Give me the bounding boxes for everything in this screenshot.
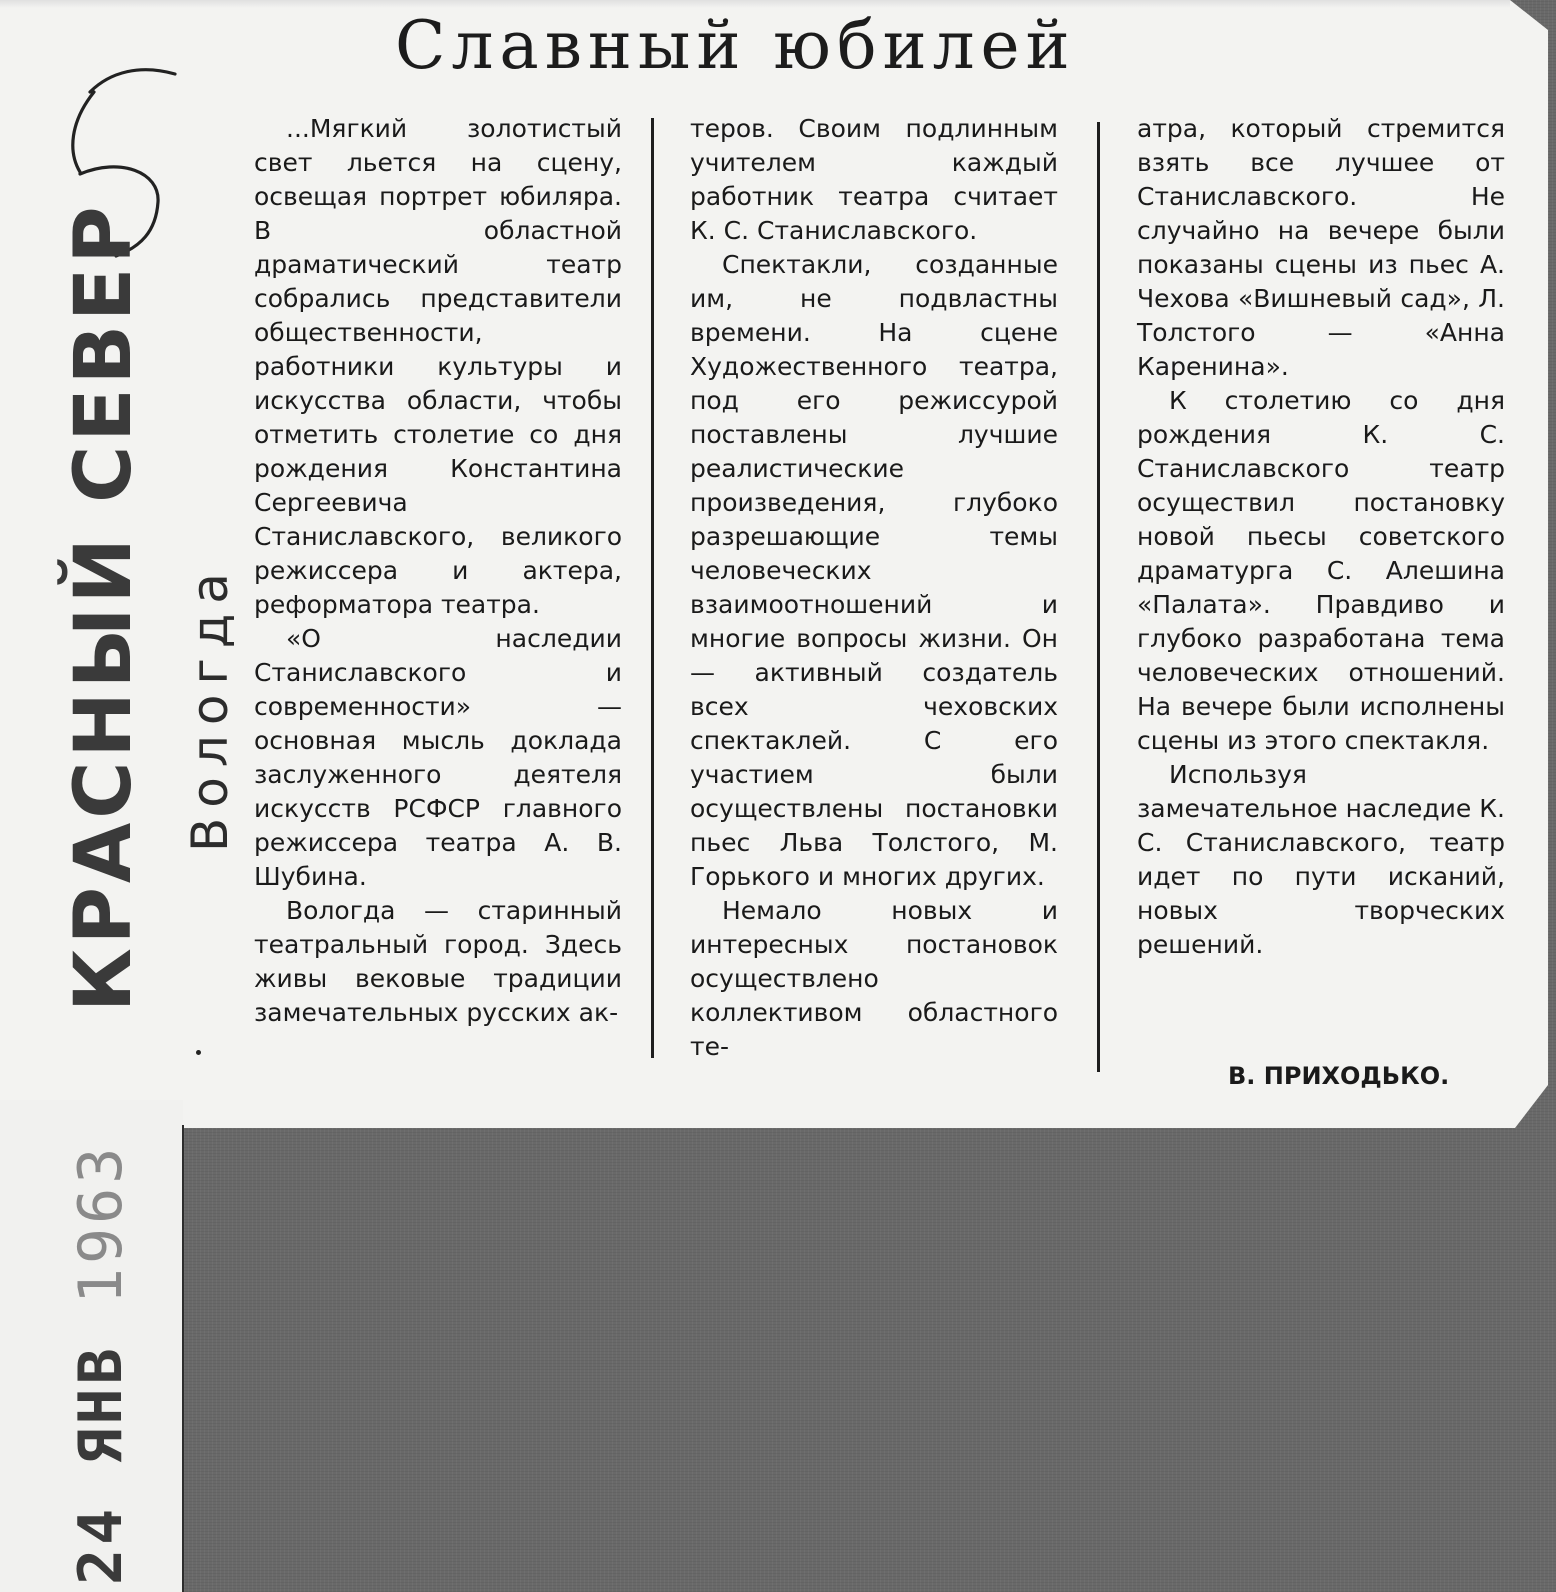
author-signature: В. ПРИХОДЬКО. xyxy=(1228,1062,1450,1090)
paragraph: Вологда — старинный театральный город. Здесь живы вековые традиции замечательных русских ак- xyxy=(254,896,622,1027)
article-headline: Славный юбилей xyxy=(395,7,1076,84)
article-column-2 xyxy=(690,112,1058,1064)
article-column-3 xyxy=(1137,112,1505,962)
article-column-1 xyxy=(254,112,622,1030)
date-year: 1963 xyxy=(66,1143,136,1305)
city-name: Вологда xyxy=(181,563,239,852)
date-day-month: 24 ЯНВ xyxy=(66,1344,136,1585)
paragraph: Спектакли, созданные им, не подвластны времени. На сцене Художественного театра, под его режиссурой поставлены лучшие реалистические произведения, глубоко разрешающие темы человеческих взаимоотношений и многие вопросы жизни. Он — активный создатель всех чеховских спектаклей. С его участием были осуществлены постановки пьес Льва Толстого, М. Горького и многих других. xyxy=(690,250,1058,891)
paragraph: К столетию со дня рождения К. С. Станиславского театр осуществил постановку новой пьесы советского драматурга С. Алешина «Палата». Правдиво и глубоко разработана тема человеческих отношений. На вечере были исполнены сцены из этого спектакля. xyxy=(1137,386,1505,755)
paragraph: ...Мягкий золотистый свет льется на сцену, освещая портрет юбиляра. В областной драматический театр собрались представители общественности, работники культуры и искусства области, чтобы отметить столетие со дня рождения Константина Сергеевича Станиславского, великого режиссера и актера, реформатора театра. xyxy=(254,114,622,619)
paragraph: Немало новых и интересных постановок осуществлено коллективом областного те- xyxy=(690,896,1058,1061)
date-stamp xyxy=(68,1144,134,1585)
ink-dot xyxy=(196,1050,201,1055)
paragraph: «О наследии Станиславского и современности» — основная мысль доклада заслуженного деятеля искусств РСФСР главного режиссера театра А. В. Шубина. xyxy=(254,624,622,891)
column-rule-2 xyxy=(1097,122,1100,1072)
newspaper-name: КРАСНЫЙ СЕВЕР xyxy=(59,202,149,1012)
paragraph: атра, который стремится взять все лучшее от Станиславского. Не случайно на вечере были показаны сцены из пьес А. Чехова «Вишневый сад», Л. Толстого — «Анна Каренина». xyxy=(1137,114,1505,381)
paragraph: Используя замечательное наследие К. С. Станиславского, театр идет по пути исканий, новых творческих решений. xyxy=(1137,760,1505,959)
paragraph: теров. Своим подлинным учителем каждый работник театра считает К. С. Станиславского. xyxy=(690,114,1058,245)
margin-strip-edge xyxy=(182,1125,184,1592)
column-rule-1 xyxy=(651,118,654,1058)
